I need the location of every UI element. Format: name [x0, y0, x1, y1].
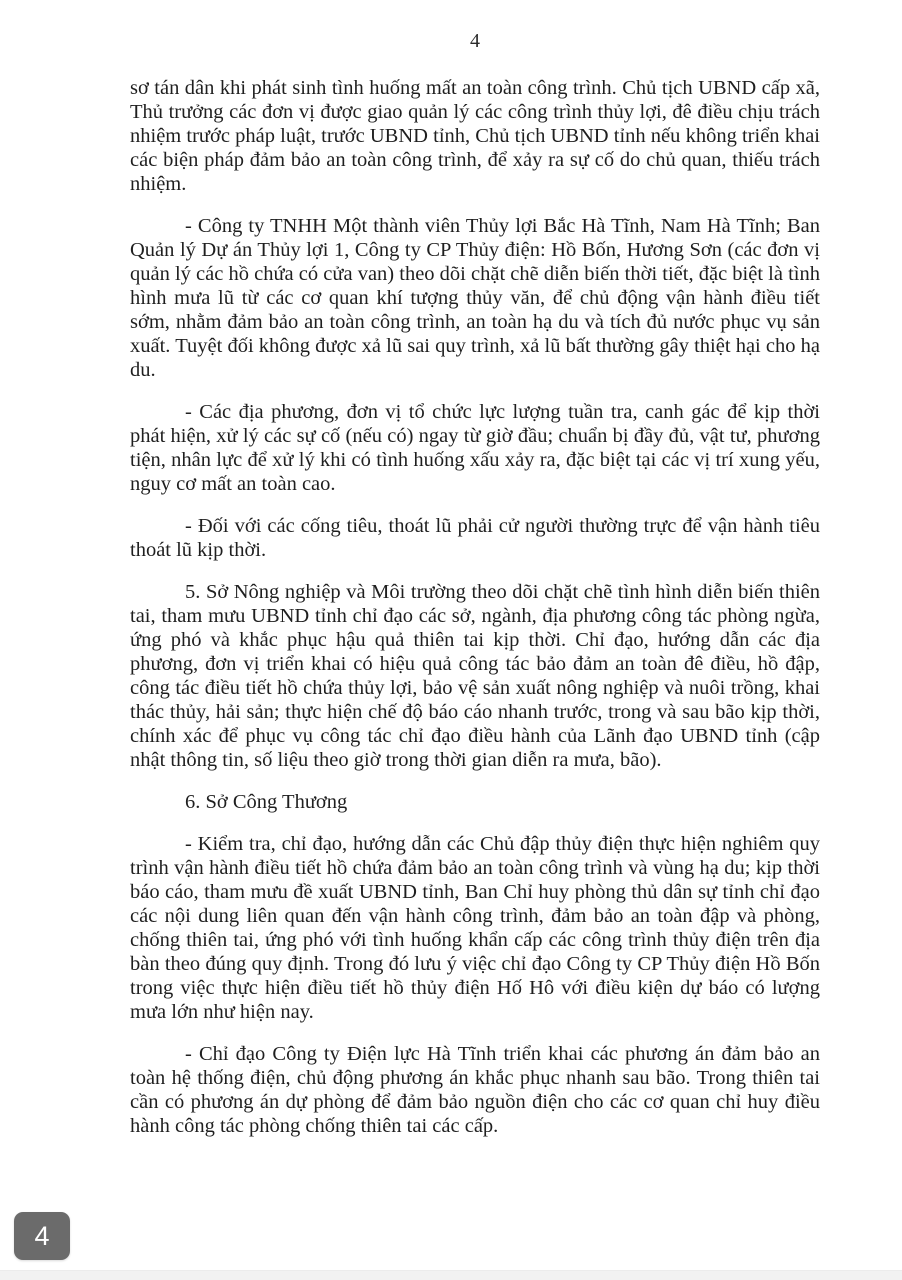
viewer-bottom-edge	[0, 1270, 902, 1280]
paragraph-bullet-electricity-company: - Chỉ đạo Công ty Điện lực Hà Tĩnh triển khai các phương án đảm bảo an toàn hệ thống điện, chủ động phương án khắc phục nhanh sau bão. Trong thiên tai cần có phương án dự phòng để đảm bảo nguồn điện cho các cơ quan chỉ huy điều hành công tác phòng chống thiên tai các cấp.	[130, 1043, 820, 1137]
paragraph-continuation: sơ tán dân khi phát sinh tình huống mất an toàn công trình. Chủ tịch UBND cấp xã, Thủ trưởng các đơn vị được giao quản lý các công trình thủy lợi, đê điều chịu trách nhiệm trước pháp luật, trước UBND tỉnh, Chủ tịch UBND tỉnh nếu không triển khai các biện pháp đảm bảo an toàn công trình, để xảy ra sự cố do chủ quan, thiếu trách nhiệm.	[130, 77, 820, 195]
paragraph-bullet-hydropower-inspection: - Kiểm tra, chỉ đạo, hướng dẫn các Chủ đập thủy điện thực hiện nghiêm quy trình vận hành điều tiết hồ chứa đảm bảo an toàn công trình và vùng hạ du; kịp thời báo cáo, tham mưu đề xuất UBND tỉnh, Ban Chỉ huy phòng thủ dân sự tỉnh chỉ đạo các nội dung liên quan đến vận hành công trình, đảm bảo an toàn đập và phòng, chống thiên tai, ứng phó với tình huống khẩn cấp các công trình thủy điện trên địa bàn theo đúng quy định. Trong đó lưu ý việc chỉ đạo Công ty CP Thủy điện Hồ Bốn trong việc thực hiện điều tiết hồ thủy điện Hố Hô với điều kiện dự báo có lượng mưa lớn như hiện nay.	[130, 833, 820, 1023]
paragraph-bullet-drainage: - Đối với các cống tiêu, thoát lũ phải cử người thường trực để vận hành tiêu thoát lũ kịp thời.	[130, 515, 820, 561]
paragraph-section-6-heading: 6. Sở Công Thương	[185, 791, 348, 813]
document-body	[130, 76, 820, 1138]
paragraph-bullet-company-tnhh: - Công ty TNHH Một thành viên Thủy lợi Bắc Hà Tĩnh, Nam Hà Tĩnh; Ban Quản lý Dự án Thủy lợi 1, Công ty CP Thủy điện: Hồ Bốn, Hương Sơn (các đơn vị quản lý các hồ chứa có cửa van) theo dõi chặt chẽ diễn biến thời tiết, đặc biệt là tình hình mưa lũ từ các cơ quan khí tượng thủy văn, để chủ động vận hành điều tiết sớm, nhằm đảm bảo an toàn công trình, an toàn hạ du và tích đủ nước phục vụ sản xuất. Tuyệt đối không được xả lũ sai quy trình, xả lũ bất thường gây thiệt hại cho hạ du.	[130, 215, 820, 381]
paragraph-bullet-local-patrol: - Các địa phương, đơn vị tổ chức lực lượng tuần tra, canh gác để kịp thời phát hiện, xử lý các sự cố (nếu có) ngay từ giờ đầu; chuẩn bị đầy đủ, vật tư, phương tiện, nhân lực để xử lý khi có tình huống xấu xảy ra, đặc biệt tại các vị trí xung yếu, nguy cơ mất an toàn cao.	[130, 401, 820, 495]
paragraph-section-5-agriculture: 5. Sở Nông nghiệp và Môi trường theo dõi chặt chẽ tình hình diễn biến thiên tai, tham mưu UBND tỉnh chỉ đạo các sở, ngành, địa phương công tác phòng ngừa, ứng phó và khắc phục hậu quả thiên tai kịp thời. Chỉ đạo, hướng dẫn các địa phương, đơn vị triển khai có hiệu quả công tác bảo đảm an toàn đê điều, hồ đập, công tác điều tiết hồ chứa thủy lợi, bảo vệ sản xuất nông nghiệp và nuôi trồng, khai thác thủy, hải sản; thực hiện chế độ báo cáo nhanh trước, trong và sau bão kịp thời, chính xác để phục vụ công tác chỉ đạo điều hành của Lãnh đạo UBND tỉnh (cập nhật thông tin, số liệu theo giờ trong thời gian diễn ra mưa, bão).	[130, 581, 820, 771]
page-number-header: 4	[470, 30, 480, 52]
page-indicator-badge: 4	[14, 1212, 70, 1260]
